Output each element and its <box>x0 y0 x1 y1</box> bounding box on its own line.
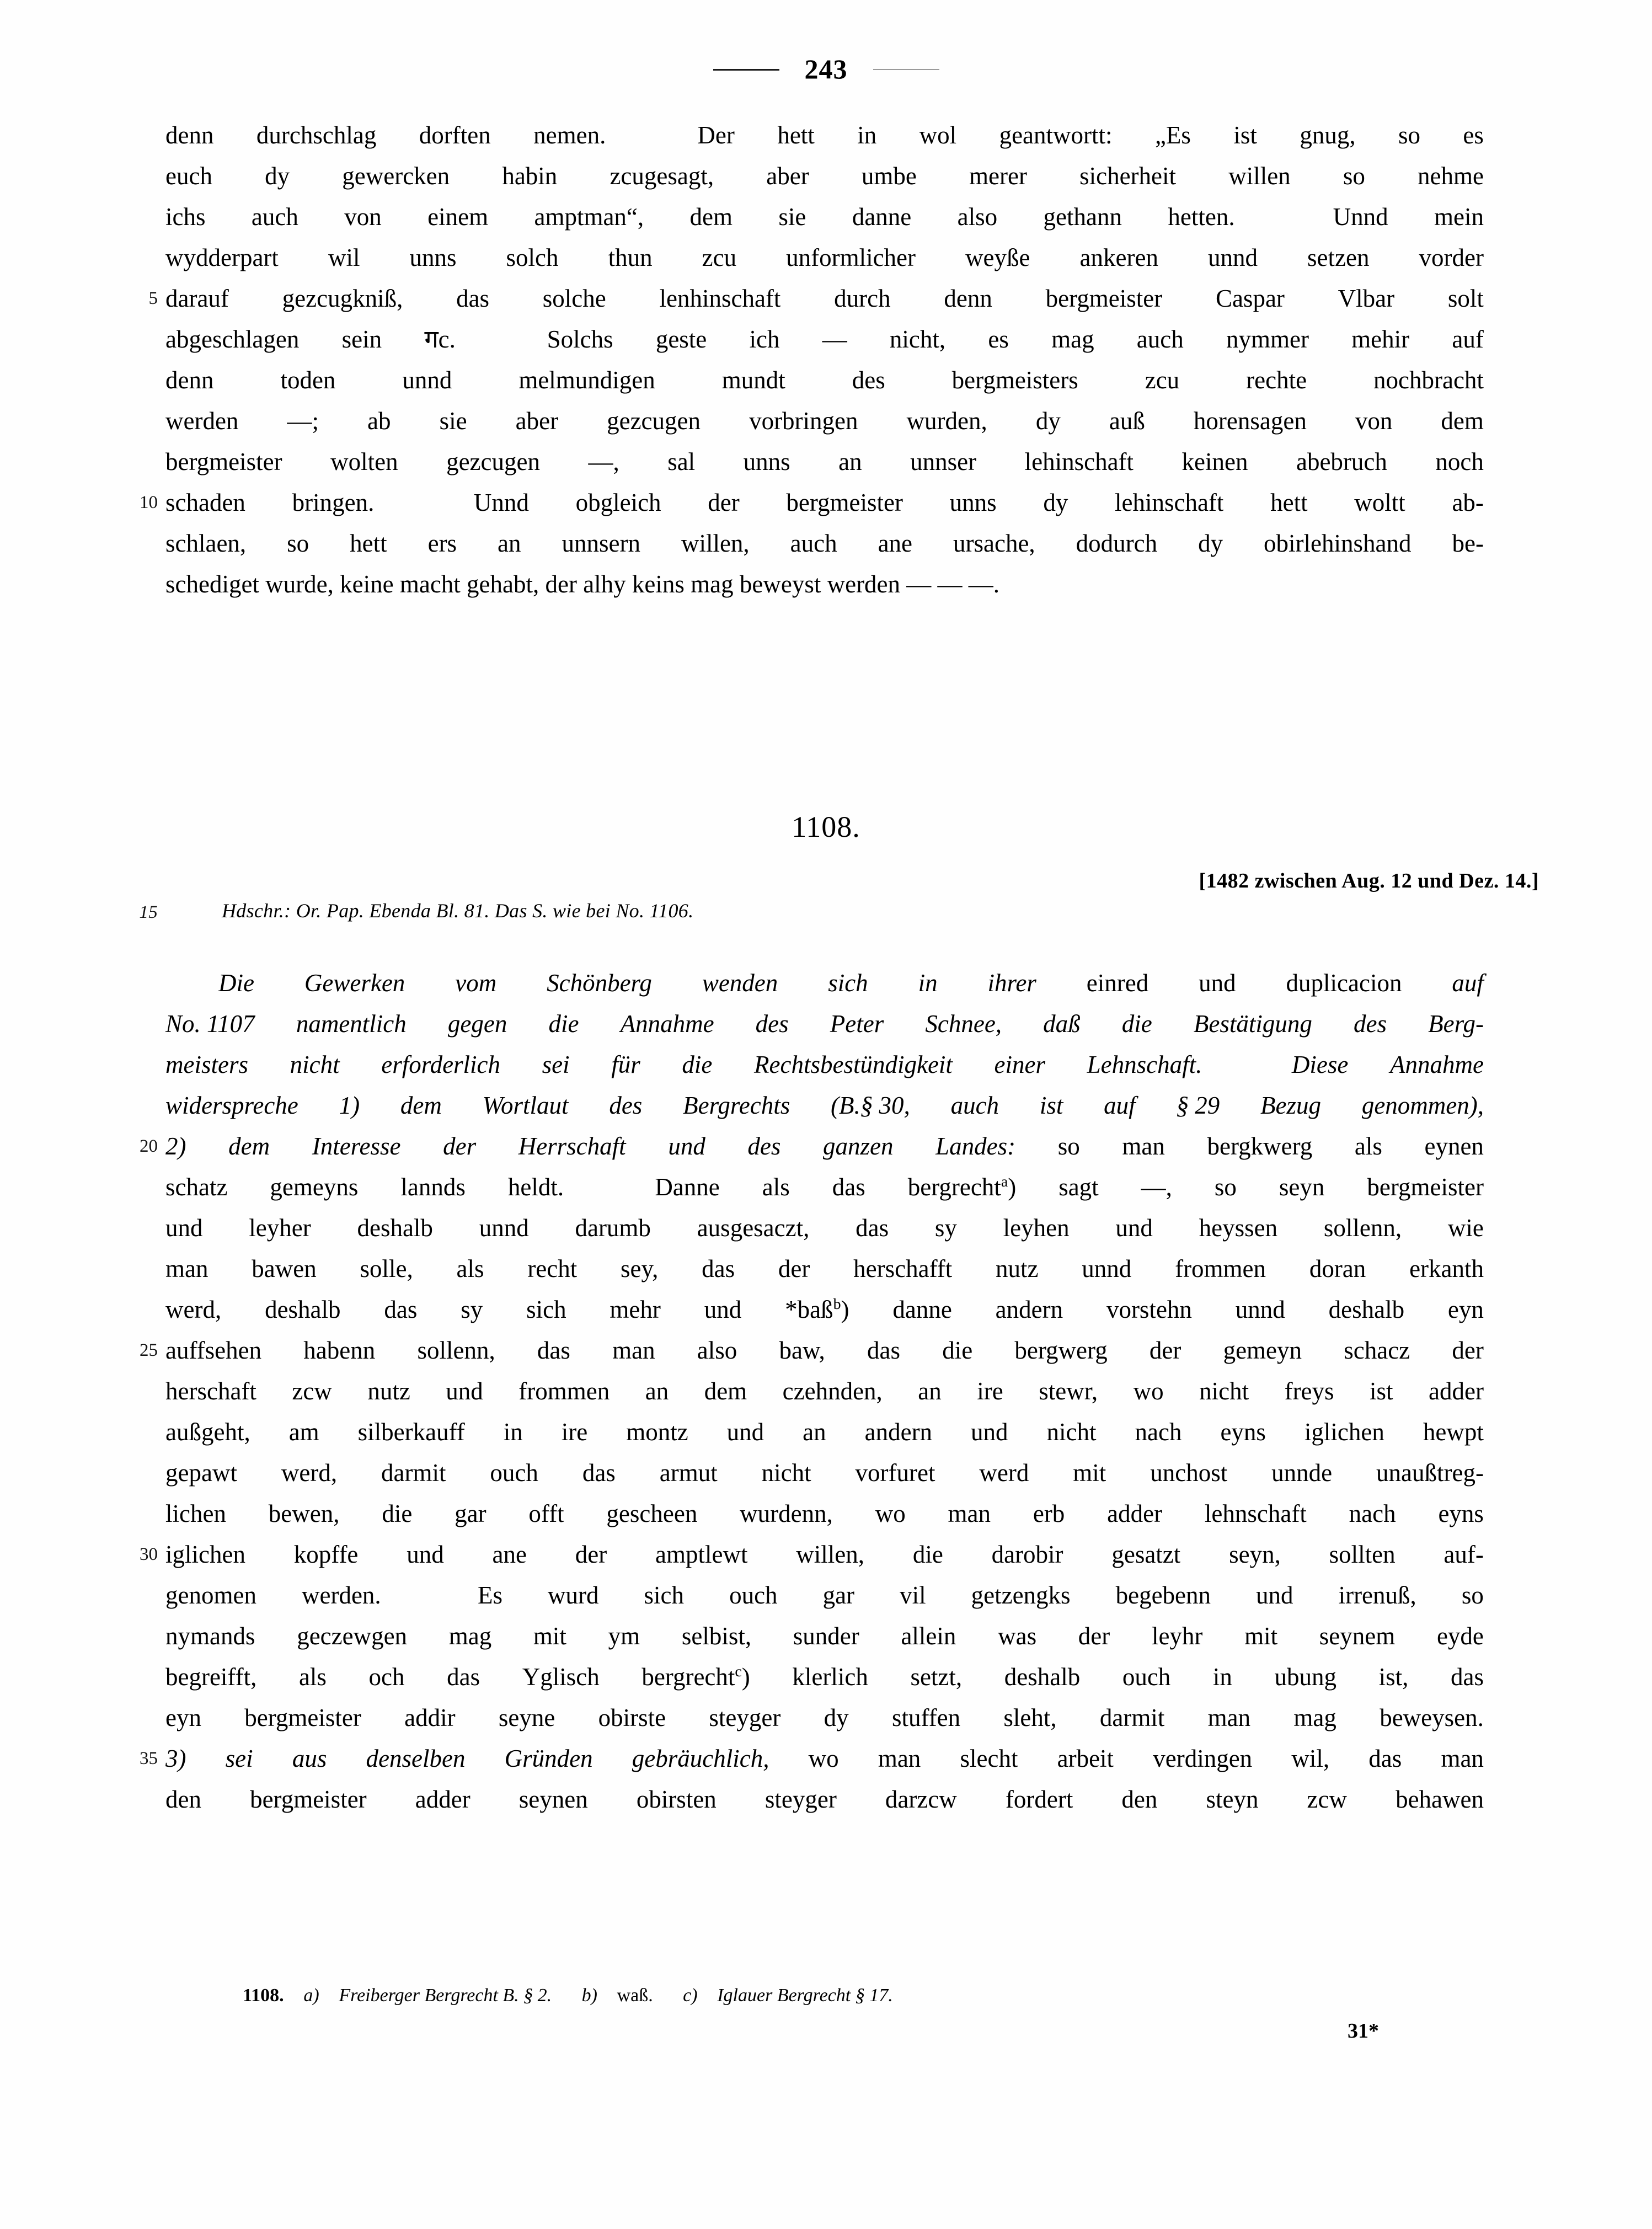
line-number: 20 <box>140 1136 158 1156</box>
text-line: lichen bewen, die gar offt gescheen wurdenn, wo man erb adder lehnschaft nach eyns <box>165 1500 1484 1527</box>
page-number: 243 <box>804 54 848 84</box>
text-line: genomen werden. Es wurd sich ouch gar vil getzengks begebenn und irrenuß, so <box>165 1581 1484 1609</box>
line-number: 10 <box>140 493 158 512</box>
line-number: 25 <box>140 1340 158 1360</box>
text-line: abgeschlagen sein गc. Solchs geste ich — nicht, es mag auch nymmer mehir auf <box>165 325 1484 353</box>
text-line: werden —; ab sie aber gezcugen vorbringen wurden, dy auß horensagen von dem <box>165 407 1484 435</box>
text-line: bergmeister wolten gezcugen —, sal unns an unnser lehinschaft keinen abebruch noch <box>165 448 1484 475</box>
text-line: Die Gewerken vom Schönberg wenden sich in ihrer einred und duplicacion auf <box>218 969 1484 997</box>
head-rule-right <box>873 69 939 70</box>
footnote-a-text: Freiberger Bergrecht B. § 2. <box>339 1985 552 2006</box>
line-number: 35 <box>140 1749 158 1768</box>
source-text: Hdschr.: Or. Pap. Ebenda Bl. 81. Das S. wie bei No. 1106. <box>222 900 694 922</box>
line-number: 5 <box>148 288 158 308</box>
line-number: 30 <box>140 1544 158 1564</box>
text-line: und leyher deshalb unnd darumb ausgesaczt, das sy leyhen und heyssen sollenn, wie <box>165 1214 1484 1242</box>
text-line: widerspreche 1) dem Wortlaut des Bergrechts (B.§ 30, auch ist auf § 29 Bezug genommen), <box>165 1092 1484 1119</box>
footnote-c-label: c) <box>683 1985 698 2006</box>
footnote-a-label: a) <box>303 1985 319 2006</box>
head-rule-left <box>713 69 779 71</box>
text-line: außgeht, am silberkauff in ire montz und an andern und nicht nach eyns iglichen hewpt <box>165 1418 1484 1446</box>
text-line: denn toden unnd melmundigen mundt des bergmeisters zcu rechte nochbracht <box>165 366 1484 394</box>
text-line: 35 3) sei aus denselben Gründen gebräuchlich, wo man slecht arbeit verdingen wil, das man <box>165 1738 1484 1779</box>
text-line: schlaen, so hett ers an unnsern willen, auch ane ursache, dodurch dy obirlehinshand be- <box>165 530 1484 557</box>
footnote-c-text: Iglauer Bergrecht § 17. <box>717 1985 893 2006</box>
text-line: 20 2) dem Interesse der Herrschaft und des ganzen Landes: so man bergkwerg als eynen <box>165 1126 1484 1167</box>
sheet-signature: 31* <box>1348 2019 1379 2043</box>
section-number: 1108. <box>792 810 860 843</box>
section-date: [1482 zwischen Aug. 12 und Dez. 14.] <box>1199 869 1539 892</box>
text-line: wydderpart wil unns solch thun zcu unformlicher weyße ankeren unnd setzen vorder <box>165 244 1484 271</box>
footnote-b-label: b) <box>581 1985 597 2006</box>
text-line: 10 schaden bringen. Unnd obgleich der bergmeister unns dy lehinschaft hett woltt ab- <box>165 482 1484 523</box>
body-text-regest <box>140 963 1484 1820</box>
text-line: schatz gemeyns lannds heldt. Danne als das bergrecht$^a$) sagt —, so seyn bergmeister <box>165 1173 1484 1201</box>
body-text-upper <box>140 115 1484 605</box>
text-line: eyn bergmeister addir seyne obirste steyger dy stuffen sleht, darmit man mag beweysen. <box>165 1704 1484 1731</box>
text-line: denn durchschlag dorften nemen. Der hett in wol geantwortt: „Es ist gnug, so es <box>165 121 1484 149</box>
text-line: meisters nicht erforderlich sei für die Rechtsbestündigkeit einer Lehnschaft. Diese Annahme <box>165 1051 1484 1078</box>
text-line: den bergmeister adder seynen obirsten steyger darzcw fordert den steyn zcw behawen <box>165 1786 1484 1813</box>
text-line: schediget wurde, keine macht gehabt, der alhy keins mag beweyst werden — — —. <box>165 570 1000 598</box>
footnote-section-number: 1108. <box>243 1985 284 2006</box>
text-line: euch dy gewercken habin zcugesagt, aber umbe merer sicherheit willen so nehme <box>165 162 1484 190</box>
text-line: man bawen solle, als recht sey, das der herschafft nutz unnd frommen doran erkanth <box>165 1255 1484 1282</box>
text-line: begreifft, als och das Yglisch bergrecht$^c$) klerlich setzt, deshalb ouch in ubung ist, das <box>165 1663 1484 1691</box>
text-line: No. 1107 namentlich gegen die Annahme des Peter Schnee, daß die Bestätigung des Berg- <box>165 1010 1484 1038</box>
footnote-b-text: waß. <box>617 1985 653 2006</box>
text-line: ichs auch von einem amptman“, dem sie danne also gethann hetten. Unnd mein <box>165 203 1484 231</box>
manuscript-source <box>139 899 1484 922</box>
page-number-group <box>805 53 848 85</box>
text-line: herschaft zcw nutz und frommen an dem czehnden, an ire stewr, wo nicht freys ist adder <box>165 1377 1484 1405</box>
text-line: 5 darauf gezcugkniß, das solche lenhinschaft durch denn bergmeister Caspar Vlbar solt <box>165 278 1484 319</box>
text-line: gepawt werd, darmit ouch das armut nicht vorfuret werd mit unchost unnde unaußtreg- <box>165 1459 1484 1487</box>
footnote-block <box>243 1981 1500 2010</box>
running-head <box>0 53 1652 85</box>
text-line: werd, deshalb das sy sich mehr und *baß$^b$) danne andern vorstehn unnd deshalb eyn <box>165 1296 1484 1323</box>
text-line: 30 iglichen kopffe und ane der amptlewt willen, die darobir gesatzt seyn, sollten auf- <box>165 1534 1484 1575</box>
text-line: nymands geczewgen mag mit ym selbist, sunder allein was der leyhr mit seynem eyde <box>165 1622 1484 1650</box>
text-line: 25 auffsehen habenn sollenn, das man also baw, das die bergwerg der gemeyn schacz der <box>165 1330 1484 1371</box>
line-number: 15 <box>139 902 158 922</box>
